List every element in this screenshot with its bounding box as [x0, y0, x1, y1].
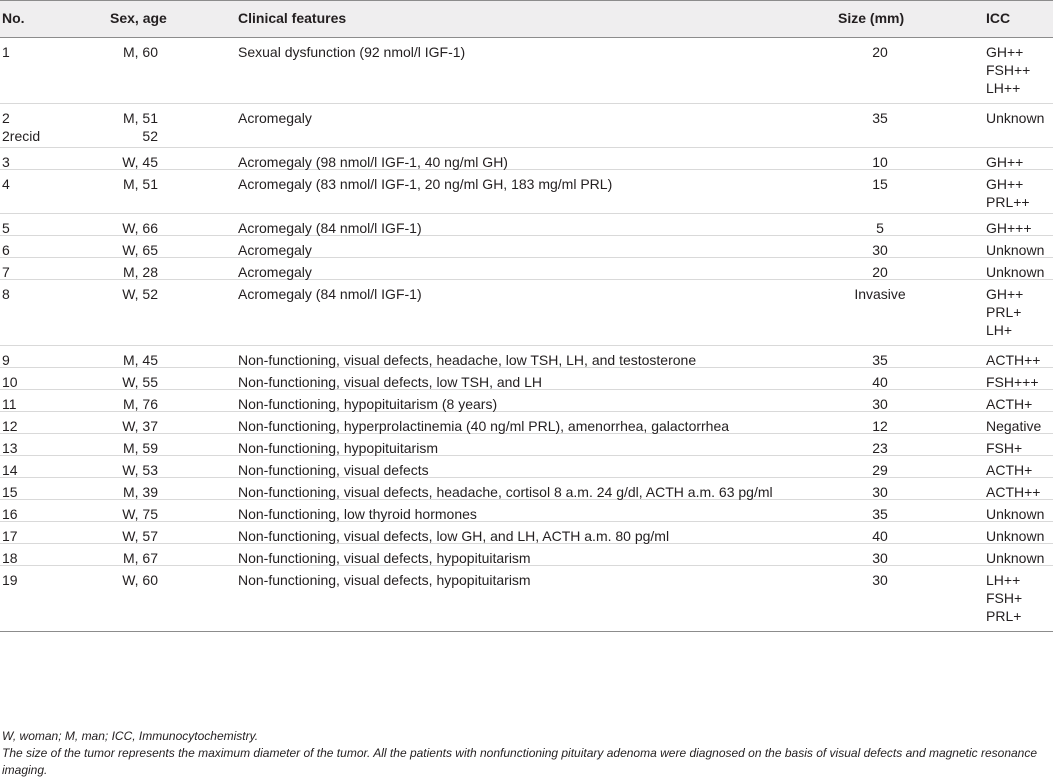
cell-no: 13	[2, 440, 18, 456]
cell-clinical-features: Acromegaly	[238, 110, 312, 126]
cell-no: 3	[2, 154, 10, 170]
cell-icc: Unknown	[986, 242, 1045, 258]
cell-clinical-features: Non-functioning, low thyroid hormones	[238, 506, 477, 522]
cell-size: 30	[872, 484, 888, 500]
cell-sex-age: M, 45	[122, 352, 158, 368]
cell-icc: GH+++	[986, 220, 1032, 236]
footnote-size-note: The size of the tumor represents the maximum diameter of the tumor. All the patients with nonfunctioning pituitary adenoma were diagnosed on the basis of visual defects and magnetic resonance imaging.	[2, 746, 1038, 777]
cell-sex-age: M, 51 52	[122, 110, 158, 144]
cell-clinical-features: Acromegaly (84 nmol/l IGF-1)	[238, 286, 422, 302]
table-row	[0, 478, 1053, 500]
cell-sex-age: W, 45	[122, 154, 158, 170]
cell-icc: GH++ PRL+ LH+	[986, 286, 1024, 338]
table-row	[0, 236, 1053, 258]
cell-clinical-features: Non-functioning, hypopituitarism	[238, 440, 438, 456]
cell-icc: GH++ PRL++	[986, 176, 1030, 210]
cell-icc: Unknown	[986, 550, 1045, 566]
cell-no: 2 2recid	[2, 110, 41, 144]
header-size: Size (mm)	[838, 10, 905, 26]
table-footnotes	[2, 728, 1042, 779]
cell-icc: Negative	[986, 418, 1042, 434]
cell-clinical-features: Non-functioning, hypopituitarism (8 years)	[238, 396, 498, 412]
table-row	[0, 148, 1053, 170]
cell-icc: GH++ FSH++ LH++	[986, 44, 1031, 96]
cell-clinical-features: Non-functioning, visual defects	[238, 462, 429, 478]
cell-size: 12	[872, 418, 888, 434]
table-row	[0, 170, 1053, 214]
cell-clinical-features: Non-functioning, visual defects, low TSH, and LH	[238, 374, 543, 390]
cell-icc: GH++	[986, 154, 1024, 170]
cell-no: 4	[2, 176, 10, 192]
cell-clinical-features: Non-functioning, visual defects, headache, cortisol 8 a.m. 24 g/dl, ACTH a.m. 63 pg/ml	[238, 484, 773, 500]
cell-size: 23	[872, 440, 888, 456]
cell-clinical-features: Sexual dysfunction (92 nmol/l IGF-1)	[238, 44, 466, 60]
cell-icc: ACTH++	[986, 352, 1041, 368]
table-row	[0, 566, 1053, 632]
header-icc: ICC	[986, 10, 1011, 26]
cell-sex-age: M, 51	[122, 176, 158, 192]
cell-size: 15	[872, 176, 888, 192]
cell-sex-age: W, 53	[122, 462, 158, 478]
table-row	[0, 500, 1053, 522]
cell-clinical-features: Acromegaly (83 nmol/l IGF-1, 20 ng/ml GH, 183 mg/ml PRL)	[238, 176, 613, 192]
cell-icc: Unknown	[986, 264, 1045, 280]
table-header	[0, 0, 1053, 38]
cell-sex-age: M, 60	[122, 44, 158, 60]
cell-sex-age: M, 39	[122, 484, 158, 500]
cell-icc: LH++ FSH+ PRL+	[986, 572, 1023, 624]
cell-icc: FSH+++	[986, 374, 1039, 390]
cell-no: 17	[2, 528, 18, 544]
cell-icc: Unknown	[986, 110, 1045, 126]
cell-no: 1	[2, 44, 10, 60]
cell-clinical-features: Non-functioning, hyperprolactinemia (40 ng/ml PRL), amenorrhea, galactorrhea	[238, 418, 730, 434]
header-clinical-features: Clinical features	[238, 10, 347, 26]
table-row	[0, 434, 1053, 456]
cell-clinical-features: Acromegaly (84 nmol/l IGF-1)	[238, 220, 422, 236]
cell-no: 7	[2, 264, 10, 280]
cell-size: 35	[872, 352, 888, 368]
table-row	[0, 38, 1053, 104]
cell-size: 30	[872, 396, 888, 412]
cell-sex-age: W, 65	[122, 242, 158, 258]
cell-clinical-features: Non-functioning, visual defects, hypopituitarism	[238, 550, 531, 566]
cell-icc: FSH+	[986, 440, 1023, 456]
cell-sex-age: W, 37	[122, 418, 158, 434]
table-row	[0, 214, 1053, 236]
cell-no: 11	[2, 396, 17, 412]
header-no: No.	[2, 10, 25, 26]
cell-no: 10	[2, 374, 18, 390]
cell-clinical-features: Non-functioning, visual defects, headache, low TSH, LH, and testosterone	[238, 352, 697, 368]
cell-no: 19	[2, 572, 18, 588]
table-body	[0, 38, 1053, 632]
cell-no: 8	[2, 286, 10, 302]
cell-size: 35	[872, 506, 888, 522]
cell-size: 40	[872, 374, 888, 390]
cell-icc: Unknown	[986, 528, 1045, 544]
cell-size: 29	[872, 462, 888, 478]
cell-sex-age: W, 55	[122, 374, 158, 390]
cell-size: 30	[872, 242, 888, 258]
cell-sex-age: M, 28	[122, 264, 158, 280]
cell-size: 10	[872, 154, 888, 170]
cell-icc: Unknown	[986, 506, 1045, 522]
cell-size: 20	[872, 264, 888, 280]
cell-size: 20	[872, 44, 888, 60]
cell-clinical-features: Non-functioning, visual defects, hypopituitarism	[238, 572, 531, 588]
cell-no: 5	[2, 220, 10, 236]
cell-no: 6	[2, 242, 10, 258]
cell-sex-age: W, 75	[122, 506, 158, 522]
cell-clinical-features: Non-functioning, visual defects, low GH, and LH, ACTH a.m. 80 pg/ml	[238, 528, 670, 544]
table-row	[0, 412, 1053, 434]
cell-no: 18	[2, 550, 18, 566]
cell-sex-age: M, 67	[122, 550, 158, 566]
table-row	[0, 390, 1053, 412]
header-sex-age: Sex, age	[110, 10, 167, 26]
table-row	[0, 456, 1053, 478]
cell-clinical-features: Acromegaly (98 nmol/l IGF-1, 40 ng/ml GH)	[238, 154, 508, 170]
cell-clinical-features: Acromegaly	[238, 264, 312, 280]
cell-sex-age: W, 60	[122, 572, 158, 588]
table-row	[0, 544, 1053, 566]
cell-size: 35	[872, 110, 888, 126]
cell-sex-age: W, 57	[122, 528, 158, 544]
cell-sex-age: W, 52	[122, 286, 158, 302]
table-row	[0, 280, 1053, 346]
cell-sex-age: M, 59	[122, 440, 158, 456]
cell-icc: ACTH+	[986, 396, 1033, 412]
cell-size: Invasive	[854, 286, 906, 302]
table-row	[0, 346, 1053, 368]
table-row	[0, 522, 1053, 544]
table-row	[0, 368, 1053, 390]
table-row	[0, 258, 1053, 280]
cell-no: 14	[2, 462, 18, 478]
table-row	[0, 104, 1053, 148]
cell-no: 15	[2, 484, 18, 500]
cell-icc: ACTH++	[986, 484, 1041, 500]
cell-size: 30	[872, 572, 888, 588]
cell-size: 30	[872, 550, 888, 566]
cell-no: 12	[2, 418, 18, 434]
footnote-abbreviations: W, woman; M, man; ICC, Immunocytochemistry.	[2, 729, 259, 743]
cell-sex-age: W, 66	[122, 220, 158, 236]
cell-clinical-features: Acromegaly	[238, 242, 312, 258]
cell-sex-age: M, 76	[122, 396, 158, 412]
cell-size: 5	[876, 220, 884, 236]
cell-no: 9	[2, 352, 10, 368]
cell-size: 40	[872, 528, 888, 544]
cell-no: 16	[2, 506, 18, 522]
cell-icc: ACTH+	[986, 462, 1033, 478]
